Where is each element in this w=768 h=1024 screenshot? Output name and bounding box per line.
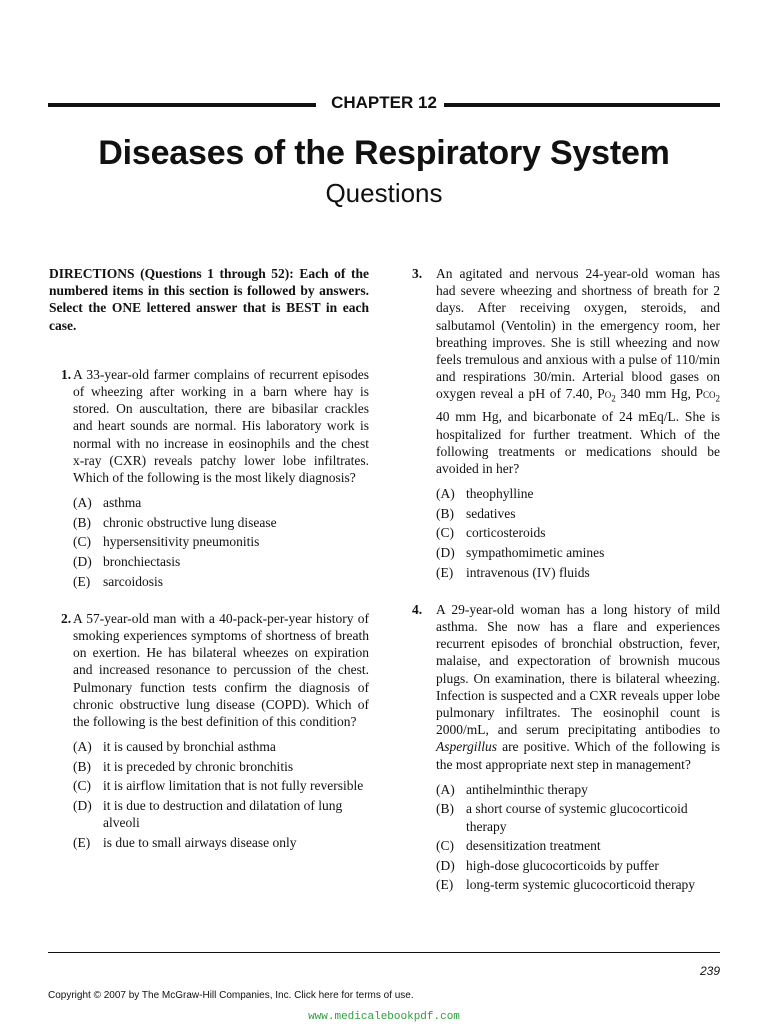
page-number: 239 [699,964,720,978]
option-text: is due to small airways disease only [103,834,297,850]
option-text: antihelminthic therapy [466,781,588,797]
question-4 [412,601,720,894]
answer-option [73,738,369,755]
answer-option [436,544,720,561]
question-2 [49,610,369,851]
option-letter: (C) [73,778,91,794]
pco2-subscript: 2 [715,394,720,405]
option-letter: (D) [73,798,92,814]
answer-option [436,800,720,834]
answer-option [73,797,369,831]
option-letter: (E) [436,877,454,893]
stem-text: An agitated and nervous 24-year-old woman has had severe wheezing and shortness of breath for 2 days. After receiving oxygen, steroids, and salbutamol (Ventolin) in the emergency room, her breathing improves. She is still wheezing and now feels tremulous and anxious with a pulse of 110/min and respirations 30/min. Arterial blood gases on oxygen reveal a pH of 7.40, [436,266,720,402]
organism-name: Aspergillus [436,739,498,755]
page-title: Diseases of the Respiratory System [98,134,670,172]
answer-options [436,781,720,894]
option-letter: (A) [436,781,455,797]
answer-option [436,781,720,798]
question-stem [436,265,720,477]
option-text: hypersensitivity pneumonitis [103,534,260,550]
chapter-label: CHAPTER 12 [331,93,437,112]
left-column [49,265,369,871]
answer-option [73,553,369,570]
right-column [412,265,720,914]
question-number: 3. [412,266,423,281]
answer-option [436,564,720,581]
option-letter: (C) [73,534,91,550]
option-text: theophylline [466,486,534,502]
option-text: bronchiectasis [103,554,181,570]
question-number: 1. [61,366,72,382]
option-text: a short course of systemic glucocorticoid therapy [466,801,688,834]
option-text: long-term systemic glucocorticoid therapy [466,877,696,893]
option-letter: (B) [436,505,454,521]
option-text: desensitization treatment [466,838,601,854]
option-text: it is preceded by chronic bronchitis [103,758,294,774]
option-text: it is airflow limitation that is not fully reversible [103,778,364,794]
footer-rule [48,952,720,953]
question-stem: A 57-year-old man with a 40-pack-per-year history of smoking experiences symptoms of shortness of breath on exertion. He has bilateral wheezes on expiration and increased resonance to percussion of the chest. Pulmonary function tests confirm the diagnosis of chronic obstructive lung disease (COPD). Which of the following is the best definition of this condition? [73,610,369,730]
stem-text: are positive. Which of the following is the most appropriate next step in management? [436,739,720,772]
option-text: sedatives [466,505,516,521]
answer-options [73,738,369,851]
option-text: it is caused by bronchial asthma [103,739,276,755]
option-text: high-dose glucocorticoids by puffer [466,857,659,873]
question-3 [412,265,720,581]
po2-subscript: 2 [611,394,616,405]
answer-options [73,494,369,590]
option-letter: (D) [73,554,92,570]
answer-option [73,533,369,550]
option-text: corticosteroids [466,525,546,541]
option-letter: (C) [436,525,454,541]
question-number: 4. [412,601,423,617]
option-text: intravenous (IV) fluids [466,564,590,580]
question-number: 2. [61,610,72,626]
answer-option [73,834,369,851]
option-text: chronic obstructive lung disease [103,514,277,530]
stem-text: 40 mm Hg, and bicarbonate of 24 mEq/L. She is hospitalized for further treatment. Which of the following treatments or medications should be avoided in her? [436,409,720,476]
chapter-rule-right [444,103,720,107]
copyright-link[interactable]: Copyright © 2007 by The McGraw-Hill Companies, Inc. Click here for terms of use. [48,990,414,1001]
answer-option [73,758,369,775]
option-letter: (A) [436,486,455,502]
question-stem [436,601,720,773]
answer-option [436,876,720,893]
answer-option [73,494,369,511]
answer-option [73,573,369,590]
answer-option [436,485,720,502]
option-text: asthma [103,495,142,511]
question-stem: A 33-year-old farmer complains of recurrent episodes of wheezing after working in a barn where hay is stored. On auscultation, there are bibasilar crackles and heart sounds are normal. His laboratory work is normal with no increase in eosinophils and the chest x-ray (CXR) reveals patchy lower lobe infiltrates. Which of the following is the most likely diagnosis? [73,366,369,486]
chapter-header [48,93,720,115]
option-letter: (D) [436,544,455,560]
option-letter: (B) [73,514,91,530]
option-letter: (A) [73,495,92,511]
option-letter: (B) [436,801,454,817]
chapter-rule-left [48,103,316,107]
option-letter: (E) [73,834,91,850]
stem-text: A 29-year-old woman has a long history of mild asthma. She now has a flare and experiences recurrent episodes of bronchial obstruction, fever, malaise, and expectoration of brownish mucous plugs. On examination, there is bilateral wheezing. Infection is suspected and a CXR reveals upper lobe pulmonary infiltrates. The eosinophil count is 2000/mL, and serum precipitating antibodies to [436,601,720,738]
option-letter: (B) [73,758,91,774]
pco2-label: Pco [695,386,716,402]
option-letter: (C) [436,838,454,854]
answer-options [436,485,720,581]
question-1 [49,366,369,590]
answer-option [73,777,369,794]
stem-text: 340 mm Hg, [615,386,696,402]
watermark-url[interactable]: www.medicalebookpdf.com [308,1011,460,1023]
option-letter: (E) [73,573,91,589]
po2-label: Po [597,386,612,402]
directions-text: DIRECTIONS (Questions 1 through 52): Each of the numbered items in this section is followed by answers. Select the ONE lettered answer that is BEST in each case. [49,266,369,333]
option-text: sarcoidosis [103,573,163,589]
answer-option [436,524,720,541]
option-letter: (E) [436,564,454,580]
answer-option [436,857,720,874]
option-text: it is due to destruction and dilatation of lung alveoli [103,798,343,831]
answer-option [436,837,720,854]
option-letter: (D) [436,857,455,873]
option-text: sympathomimetic amines [466,544,605,560]
page-subtitle: Questions [325,178,443,208]
answer-option [73,514,369,531]
answer-option [436,505,720,522]
option-letter: (A) [73,739,92,755]
